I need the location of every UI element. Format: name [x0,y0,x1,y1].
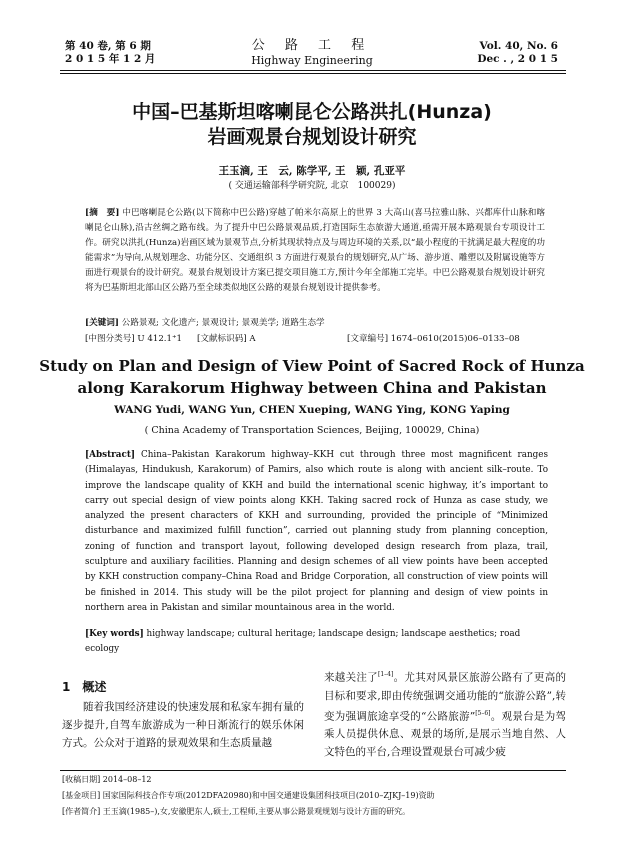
abstract-cn [85,206,545,296]
paper-title-cn-line2: 岩画观景台规划设计研究 [207,126,417,148]
article-number: [文章编号] 1674–0610(2015)06–0133–08 [347,334,520,344]
document-code: [文献标识码] A [197,334,256,344]
header-rule [60,70,566,71]
volume-issue: 第 40 卷, 第 6 期 [65,40,151,52]
keywords-en-text: highway landscape; cultural heritage; landscape design; landscape aesthetics; road ecology [85,629,521,654]
publication-date-en: Dec . , 2 0 1 5 [477,53,558,65]
affiliation-en: ( China Academy of Transportation Sciences, Beijing, 100029, China) [144,425,480,436]
body-text-right-b: 。尤其对风景区旅游公路有了更高的目标和要求,即由传统强调交通功能的“旅游公路”,转变为强调旅途享受的“公路旅游” [324,671,567,722]
publication-date: 2 0 1 5 年 1 2 月 [65,53,156,65]
keywords-en-label: [Key words] [85,629,144,639]
paper-title-en-line1: Study on Plan and Design of View Point of Sacred Rock of Hunza [39,357,585,375]
author-bio: [作者简介] 王玉滴(1985–),女,安徽肥东人,硕士,工程师,主要从事公路景观规划与设计方面的研究。 [62,807,411,816]
paper-title-en-line2: along Karakorum Highway between China and Pakistan [77,379,547,397]
body-text-right-a: 来越关注了 [324,671,378,684]
fund-info: [基金项目] 国家国际科技合作专项(2012DFA20980)和中国交通建设集团科技项目(2010–ZJKJ–19)资助 [62,791,435,800]
paper-title-en [0,355,624,399]
keywords-cn [85,316,545,330]
keywords-en [85,627,548,656]
keywords-cn-text: 公路景观; 文化遗产; 景观设计; 景观美学; 道路生态学 [121,318,325,328]
abstract-en-text: China–Pakistan Karakorum highway–KKH cut through three most magnificent ranges (Himalayas, Hindukush, Karakorum) of Pamirs, also which route is along with ancient silk–route. To improve the landscape quality of KKH and build the international scenic highway, it’s important to carry out special design of view points along KKH. Taking sacred rock of Hunza as case study, we analyzed the present characters of KKH and surrounding, provided the principle of “Minimized disturbance and maximized fulfill function”, carried out planning study from planning conception, zoning of function and transport layout, following developed design research from plaza, trail, sculpture and auxiliary facilities. Planning and design schemes of all view points have been accepted by KKH construction company–China Road and Bridge Corporation, all construction of view points will be finished in 2014. This study will be the pilot project for planning and design of view points in northern area in Pakistan and similar mountainous area in the world. [85,450,549,613]
volume-issue-en: Vol. 40, No. 6 [479,40,558,52]
abstract-en [85,448,548,616]
citation: [1–4] [377,671,394,678]
journal-name-en: Highway Engineering [251,54,373,67]
header-rule-thin [60,73,566,74]
body-text-left: 随着我国经济建设的快速发展和私家车拥有量的逐步提升,自驾车旅游成为一种日渐流行的娱乐休闲方式。公众对于道路的景观效果和生态质量越 [62,701,304,749]
footnotes [62,772,566,820]
journal-name-cn: 公 路 工 程 [251,38,373,53]
paper-title-cn [0,100,624,150]
paper-title-cn-line1: 中国–巴基斯坦喀喇昆仑公路洪扎(Hunza) [132,101,492,123]
abstract-en-label: [Abstract] [85,450,136,460]
footnote-rule [60,770,566,771]
keywords-cn-label: [关键词] [85,318,119,328]
authors-en: WANG Yudi, WANG Yun, CHEN Xueping, WANG Ying, KONG Yaping [114,404,510,416]
authors-cn: 王玉滴, 王 云, 陈学平, 王 颖, 孔亚平 [218,165,406,177]
section-heading: 1 概述 [62,680,107,694]
body-text-right-c: 。观景台是为驾乘人员提供休息、观景的场所,是展示当地自然、人文特色的平台,合理设置观景台可减少疲 [324,710,566,758]
clc-number: [中图分类号] U 412.1⁺1 [85,334,182,344]
abstract-cn-label: [摘 要] [85,208,120,218]
citation: [5–6] [475,709,491,717]
journal-volume-info-en [477,40,558,66]
received-date: [收稿日期] 2014–08–12 [62,775,152,784]
body-text-right [324,666,566,761]
affiliation-cn: ( 交通运输部科学研究院, 北京 100029) [228,181,396,191]
abstract-cn-text: 中巴喀喇昆仑公路(以下简称中巴公路)穿越了帕米尔高原上的世界 3 大高山(喜马拉雅山脉、兴都库什山脉和喀喇昆仑山脉),沿古丝绸之路布线。为了提升中巴公路景观品质,打造国际生态旅游大通道,亟需开展本路观景台专项设计工作。研究以洪扎(Hunza)岩画区域为景观节点,分析其现状特点及与周边环境的关系,以“最小程度的干扰满足最大程度的功能需求”为导向,从规划理念、功能分区、交通组织 3 方面进行观景台的规划研究,从广场、游步道、雕塑以及附属设施等方面进行观景台的设计研究。观景台规划设计方案已提交项目施工方,预计今年全部施工完毕。中巴公路观景台规划设计研究将为巴基斯坦北部山区公路乃至全球类似地区公路的观景台规划设计提供参考。 [85,208,546,293]
